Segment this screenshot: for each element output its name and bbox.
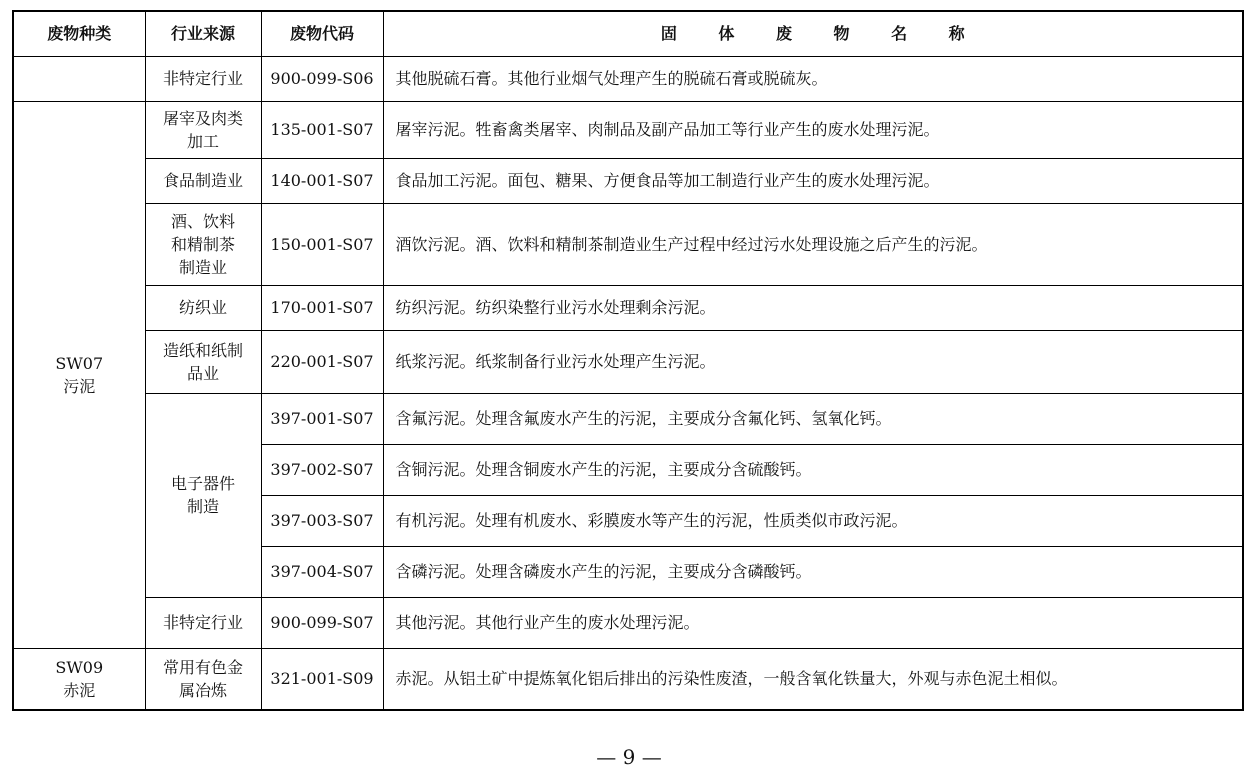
- cell-code: 397-002-S07: [261, 444, 383, 495]
- table-row: [13, 285, 1243, 330]
- cell-industry: 非特定行业: [145, 597, 261, 648]
- solid-waste-table: [12, 10, 1244, 711]
- table-row: [13, 203, 1243, 285]
- cell-code: 900-099-S07: [261, 597, 383, 648]
- cell-waste-name: 含氟污泥。处理含氟废水产生的污泥，主要成分含氟化钙、氢氧化钙。: [383, 393, 1243, 444]
- cell-code: 900-099-S06: [261, 56, 383, 101]
- page-number: — 9 —: [596, 745, 662, 769]
- cell-code: 397-003-S07: [261, 495, 383, 546]
- cell-waste-name: 屠宰污泥。牲畜禽类屠宰、肉制品及副产品加工等行业产生的废水处理污泥。: [383, 101, 1243, 158]
- cell-category-sw09: SW09 赤泥: [13, 648, 145, 710]
- header-waste-name: 固 体 废 物 名 称: [383, 11, 1243, 56]
- table-row: [13, 393, 1243, 444]
- table-row: [13, 648, 1243, 710]
- table-row: [13, 158, 1243, 203]
- cell-code: 140-001-S07: [261, 158, 383, 203]
- cell-industry: 食品制造业: [145, 158, 261, 203]
- cell-code: 170-001-S07: [261, 285, 383, 330]
- cell-code: 220-001-S07: [261, 330, 383, 393]
- cell-waste-name: 赤泥。从铝土矿中提炼氧化铝后排出的污染性废渣，一般含氧化铁量大，外观与赤色泥土相似。: [383, 648, 1243, 710]
- cell-industry: 酒、饮料 和精制茶 制造业: [145, 203, 261, 285]
- cell-code: 397-001-S07: [261, 393, 383, 444]
- table-row: [13, 330, 1243, 393]
- cell-industry: 非特定行业: [145, 56, 261, 101]
- table-row: [13, 56, 1243, 101]
- cell-code: 397-004-S07: [261, 546, 383, 597]
- cell-code: 321-001-S09: [261, 648, 383, 710]
- table-header-row: [13, 11, 1243, 56]
- cell-waste-name: 含磷污泥。处理含磷废水产生的污泥，主要成分含磷酸钙。: [383, 546, 1243, 597]
- header-category: 废物种类: [13, 11, 145, 56]
- cell-industry-electronics: 电子器件 制造: [145, 393, 261, 597]
- header-industry: 行业来源: [145, 11, 261, 56]
- cell-industry: 纺织业: [145, 285, 261, 330]
- cell-waste-name: 其他脱硫石膏。其他行业烟气处理产生的脱硫石膏或脱硫灰。: [383, 56, 1243, 101]
- header-code: 废物代码: [261, 11, 383, 56]
- cell-waste-name: 有机污泥。处理有机废水、彩膜废水等产生的污泥，性质类似市政污泥。: [383, 495, 1243, 546]
- cell-industry: 屠宰及肉类 加工: [145, 101, 261, 158]
- table-row: [13, 101, 1243, 158]
- cell-code: 135-001-S07: [261, 101, 383, 158]
- cell-industry: 造纸和纸制 品业: [145, 330, 261, 393]
- cell-industry: 常用有色金 属冶炼: [145, 648, 261, 710]
- cell-waste-name: 食品加工污泥。面包、糖果、方便食品等加工制造行业产生的废水处理污泥。: [383, 158, 1243, 203]
- cell-code: 150-001-S07: [261, 203, 383, 285]
- cell-category: [13, 56, 145, 101]
- cell-waste-name: 纸浆污泥。纸浆制备行业污水处理产生污泥。: [383, 330, 1243, 393]
- cell-category-sw07: SW07 污泥: [13, 101, 145, 648]
- cell-waste-name: 酒饮污泥。酒、饮料和精制茶制造业生产过程中经过污水处理设施之后产生的污泥。: [383, 203, 1243, 285]
- cell-waste-name: 纺织污泥。纺织染整行业污水处理剩余污泥。: [383, 285, 1243, 330]
- waste-table-container: [12, 10, 1242, 711]
- cell-waste-name: 含铜污泥。处理含铜废水产生的污泥，主要成分含硫酸钙。: [383, 444, 1243, 495]
- cell-waste-name: 其他污泥。其他行业产生的废水处理污泥。: [383, 597, 1243, 648]
- table-row: [13, 597, 1243, 648]
